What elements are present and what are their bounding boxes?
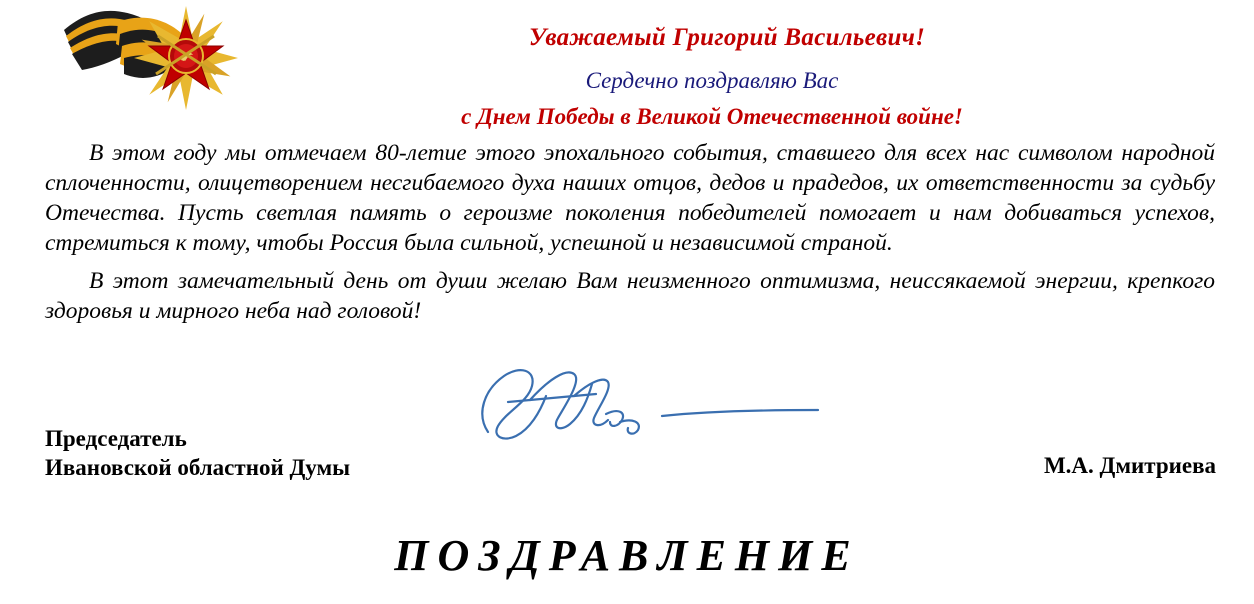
signer-title [45, 424, 350, 482]
congratulation-line-1: Сердечно поздравляю Вас [585, 68, 839, 93]
document-footer-title: ПОЗДРАВЛЕНИЕ [394, 531, 860, 580]
letter-body [45, 138, 1215, 326]
handwritten-signature-icon [470, 360, 850, 450]
signer-name: М.А. Дмитриева [1043, 453, 1216, 478]
signer-title-line-2: Ивановской областной Думы [45, 455, 351, 480]
paragraph-1: В этом году мы отмечаем 80-летие этого эпохального события, ставшего для всех нас символом народной сплоченности, олицетворением несгибаемого духа наших отцов, дедов и прадедов, их ответственности за судьбу Отечества. Пусть светлая память о героизме поколения победителей помогает и нам добиваться успехов, стремиться к тому, чтобы Россия была сильной, успешной и независимой страной. [45, 140, 1215, 256]
congratulation-line-2: с Днем Победы в Великой Отечественной войне! [461, 104, 963, 129]
signer-title-line-1: Председатель [45, 426, 187, 451]
paragraph-2: В этот замечательный день от души желаю Вам неизменного оптимизма, неиссякаемой энергии, крепкого здоровья и мирного неба над головой! [45, 268, 1215, 324]
salutation-text: Уважаемый Григорий Васильевич! [528, 24, 926, 51]
